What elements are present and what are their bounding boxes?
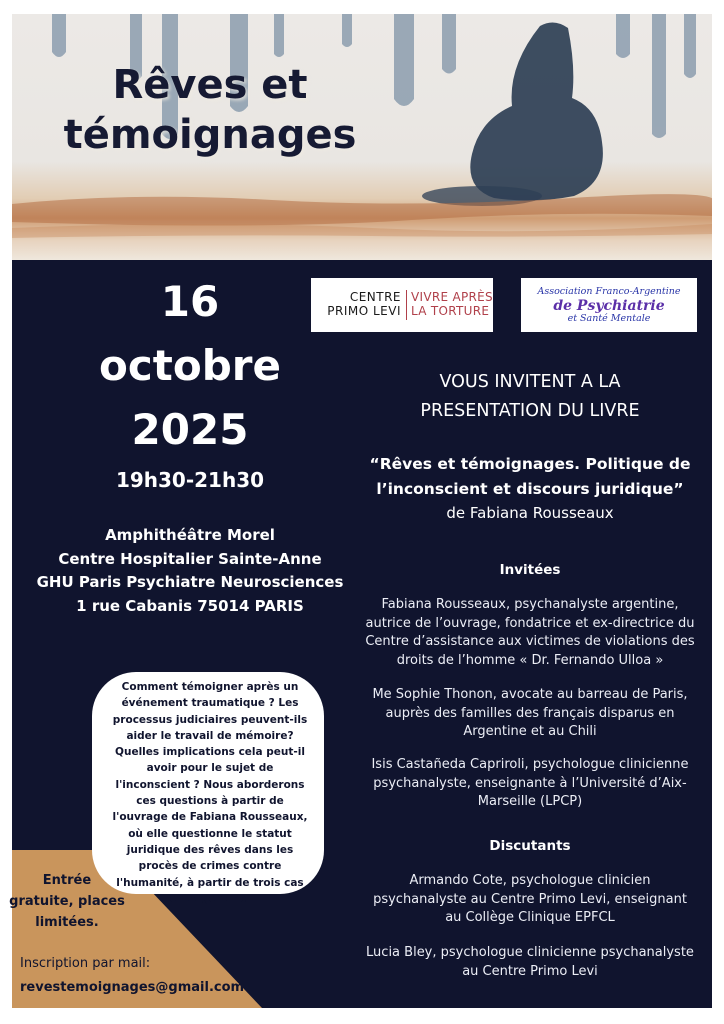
afa-line-mid: de Psychiatrie	[553, 298, 665, 314]
afa-psychiatrie-logo	[521, 278, 697, 332]
venue-line: Amphithéâtre Morel	[105, 526, 275, 544]
book-title	[352, 452, 708, 502]
cpl-tagline-line: LA TORTURE	[411, 304, 490, 318]
entry-line: Entrée	[42, 873, 92, 888]
venue-address	[30, 524, 350, 618]
book-title-line: l’inconscient et discours juridique”	[376, 480, 684, 498]
questions-text: Comment témoigner après un événement traumatique ? Les processus judiciaires peuvent-ils aider le travail de mémoire? Quelles implications cela peut-il avoir pour le sujet de l'inconscient ? Nous aborderons ces questions à partir de l'ouvrage de Fabiana Rousseaux, où elle questionne le statut juridique des rêves dans les procès de crimes contre l'humanité, à partir de trois cas en Argentine.	[112, 681, 308, 905]
book-title-line: “Rêves et témoignages. Politique de	[369, 455, 691, 473]
cpl-name-line: CENTRE	[349, 290, 401, 304]
book-author: de Fabiana Rousseaux	[446, 504, 614, 522]
title-line-2: témoignages	[63, 112, 357, 158]
date-day: 16	[160, 277, 220, 326]
registration-email[interactable]: revestemoignages@gmail.com	[20, 980, 245, 995]
invite-line: PRESENTATION DU LIVRE	[420, 401, 640, 421]
invitees-heading: Invitées	[499, 562, 561, 578]
entry-line: limitées.	[35, 915, 99, 930]
invitee-item: Isis Castañeda Capriroli, psychologue clinicienne psychanalyste, enseignante à l’Université d’Aix-Marseille (LPCP)	[371, 757, 689, 809]
entry-info	[8, 870, 126, 933]
afa-line-bottom: et Santé Mentale	[567, 313, 651, 324]
cpl-name	[315, 290, 401, 318]
venue-line: GHU Paris Psychiatre Neurosciences	[36, 573, 344, 591]
entry-line: gratuite, places	[9, 894, 125, 909]
discussant-item: Armando Cote, psychologue clinicien psychanalyste au Centre Primo Levi, enseignant au Collège Clinique EPFCL	[373, 873, 687, 925]
registration-label: Inscription par mail:	[20, 956, 151, 971]
cpl-divider	[406, 290, 407, 320]
centre-primo-levi-logo	[311, 278, 493, 332]
invitee-item: Me Sophie Thonon, avocate au barreau de Paris, auprès des familles des français disparus en Argentine et au Chili	[372, 687, 688, 739]
afa-line-top: Association Franco-Argentine	[537, 286, 681, 297]
invite-line: VOUS INVITENT A LA	[439, 372, 621, 392]
event-title	[40, 60, 380, 160]
cpl-name-line: PRIMO LEVI	[327, 304, 401, 318]
title-line-1: Rêves et	[112, 62, 308, 108]
cpl-tagline-line: VIVRE APRÈS	[411, 290, 493, 304]
venue-line: Centre Hospitalier Sainte-Anne	[58, 549, 322, 568]
event-time: 19h30-21h30	[115, 468, 265, 492]
venue-line: 1 rue Cabanis 75014 PARIS	[76, 596, 304, 615]
cpl-tagline	[411, 290, 493, 318]
discussants-heading: Discutants	[489, 838, 571, 854]
invitee-item: Fabiana Rousseaux, psychanalyste argentine, autrice de l’ouvrage, fondatrice et ex-directrice du Centre d’assistance aux victimes de violations des droits de l’homme « Dr. Fernando Ulloa »	[365, 597, 695, 668]
invitation-heading	[360, 368, 700, 426]
date-month: octobre	[99, 341, 281, 390]
date-year: 2025	[131, 405, 249, 454]
discussant-item: Lucia Bley, psychologue clinicienne psychanalyste au Centre Primo Levi	[366, 945, 694, 979]
